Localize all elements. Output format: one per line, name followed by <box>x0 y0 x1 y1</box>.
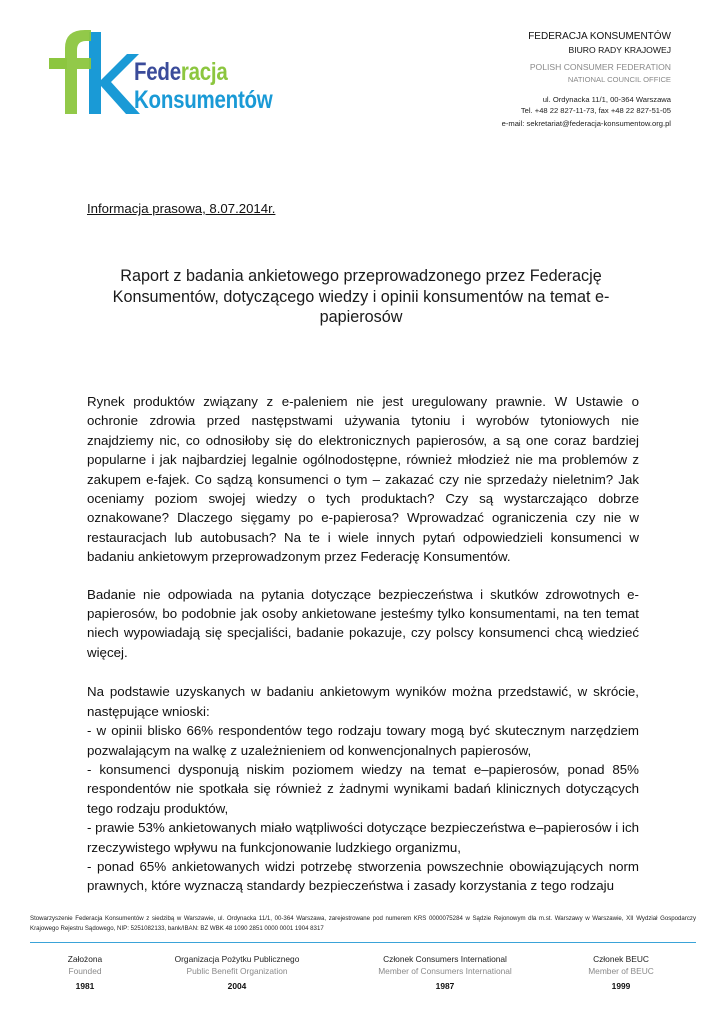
footer-columns <box>0 954 725 994</box>
footer-col-title: Założona <box>67 954 103 964</box>
footer-col-sub: Public Benefit Organization <box>186 965 288 976</box>
footer-col-beuc <box>566 954 676 993</box>
document-body <box>87 392 639 896</box>
conclusion-item: - w opinii blisko 66% respondentów tego rodzaju towary mogą być skutecznym narzędziem pozwalającym na walkę z uzależnieniem od konwencjonalnych papierosów, <box>87 723 639 758</box>
logo-word-1b: racja <box>180 58 228 86</box>
footer-divider <box>30 942 696 943</box>
logo-word-2: Konsumentów <box>134 86 273 114</box>
footer-col-title: Członek Consumers International <box>383 954 507 964</box>
footer-col-founded <box>40 954 130 993</box>
footer-col-year: 1987 <box>435 981 455 991</box>
footer-col-title: Organizacja Pożytku Publicznego <box>174 954 300 964</box>
footer-col-sub: Member of Consumers International <box>378 965 512 976</box>
conclusion-item: - konsumenci dysponują niskim poziomem wiedzy na temat e–papierosów, ponad 85% respondentów nie spotkała się również z żadnymi wynikami badań klinicznych dotyczących tego rodzaju produktów, <box>87 761 639 816</box>
header-org-en: POLISH CONSUMER FEDERATION <box>529 62 671 72</box>
header-address: ul. Ordynacka 11/1, 00-364 Warszawa <box>542 95 671 104</box>
header-office: BIURO RADY KRAJOWEJ <box>568 45 671 55</box>
title-line: papierosów <box>319 308 403 326</box>
footer-col-sub: Member of BEUC <box>588 965 654 976</box>
footer-registration-note: Stowarzyszenie Federacja Konsumentów z siedzibą w Warszawie, ul. Ordynacka 11/1, 00-364 Warszawa, zarejestrowane pod numerem KRS 0000075284 w Sądzie Rejonowym dla m.st. Warszawy w Warszawie, XII Wydział Gospodarczy Krajowego Rejestru Sądowego, NIP: 5251082133, bank/IBAN: BZ WBK 48 1090 2851 0000 0001 1904 8317 <box>30 915 696 932</box>
header-email[interactable]: e-mail: sekretariat@federacja-konsumentow.org.pl <box>501 119 671 128</box>
footer-col-opp <box>157 954 317 993</box>
fk-monogram-icon <box>45 28 140 116</box>
header-org: FEDERACJA KONSUMENTÓW <box>528 31 671 42</box>
footer-col-ci <box>350 954 540 993</box>
footer-col-year: 1999 <box>611 981 631 991</box>
footer-col-sub: Founded <box>68 965 102 976</box>
logo-word-1a: Fede <box>134 58 181 86</box>
title-line: Konsumentów, dotyczącego wiedzy i opinii konsumentów na temat e- <box>112 287 610 306</box>
header-office-en: NATIONAL COUNCIL OFFICE <box>567 75 671 84</box>
press-release-date: Informacja prasowa, 8.07.2014r. <box>87 201 276 216</box>
footer-col-year: 2004 <box>227 981 247 991</box>
document-title <box>100 266 622 328</box>
paragraph: Badanie nie odpowiada na pytania dotyczące bezpieczeństwa i skutków zdrowotnych e-papierosów, bo podobnie jak osoby ankietowane jesteśmy tylko konsumentami, na ten temat niech wypowiadają się specjaliści, badanie pokazuje, czy polscy konsumenci chcą wiedzieć więcej. <box>87 586 639 660</box>
header-phone: Tel. +48 22 827-11-73, fax +48 22 827-51-05 <box>520 106 671 115</box>
conclusion-item: - ponad 65% ankietowanych widzi potrzebę stworzenia powszechnie obowiązujących norm prawnych, które wyznaczą standardy bezpieczeństwa i zasady korzystania z tego rodzaju <box>87 858 639 894</box>
conclusion-item: - prawie 53% ankietowanych miało wątpliwości dotyczące bezpieczeństwa e–papierosów i ich rzeczywistego wpływu na funkcjonowanie ludzkiego organizmu, <box>87 820 639 855</box>
title-line: Raport z badania ankietowego przeprowadzonego przez Federację <box>120 267 602 285</box>
paragraph: Na podstawie uzyskanych w badaniu ankietowym wyników można przedstawić, w skrócie, następujące wnioski: <box>87 684 639 719</box>
footer-col-title: Członek BEUC <box>593 954 649 964</box>
paragraph: Rynek produktów związany z e-paleniem nie jest uregulowany prawnie. W Ustawie o ochronie zdrowia przed następstwami używania tytoniu i wyrobów tytoniowych nie znajdziemy nic, co odnosiłoby się do elektronicznych papierosów, a są one coraz bardziej popularne i jak najbardziej legalnie ogólnodostępne, również młodzież nie ma problemów z zakupem e-fajek. Co sądzą konsumenci o tym – zakazać czy nie sprzedaży nieletnim? Jak oceniamy poziom swojej wiedzy o tych produktach? Czy są wystarczająco dobrze oznakowane? Dlaczego sięgamy po e-papierosa? Wprowadzać ograniczenia czy nie w restauracjach lub autobusach? Na te i wiele innych pytań odpowiedzieli konsumenci w badaniu ankietowym przeprowadzonym przez Federację Konsumentów. <box>87 394 639 565</box>
federacja-konsumentow-logo <box>45 28 285 118</box>
footer-col-year: 1981 <box>75 981 95 991</box>
header-contact <box>502 30 671 129</box>
